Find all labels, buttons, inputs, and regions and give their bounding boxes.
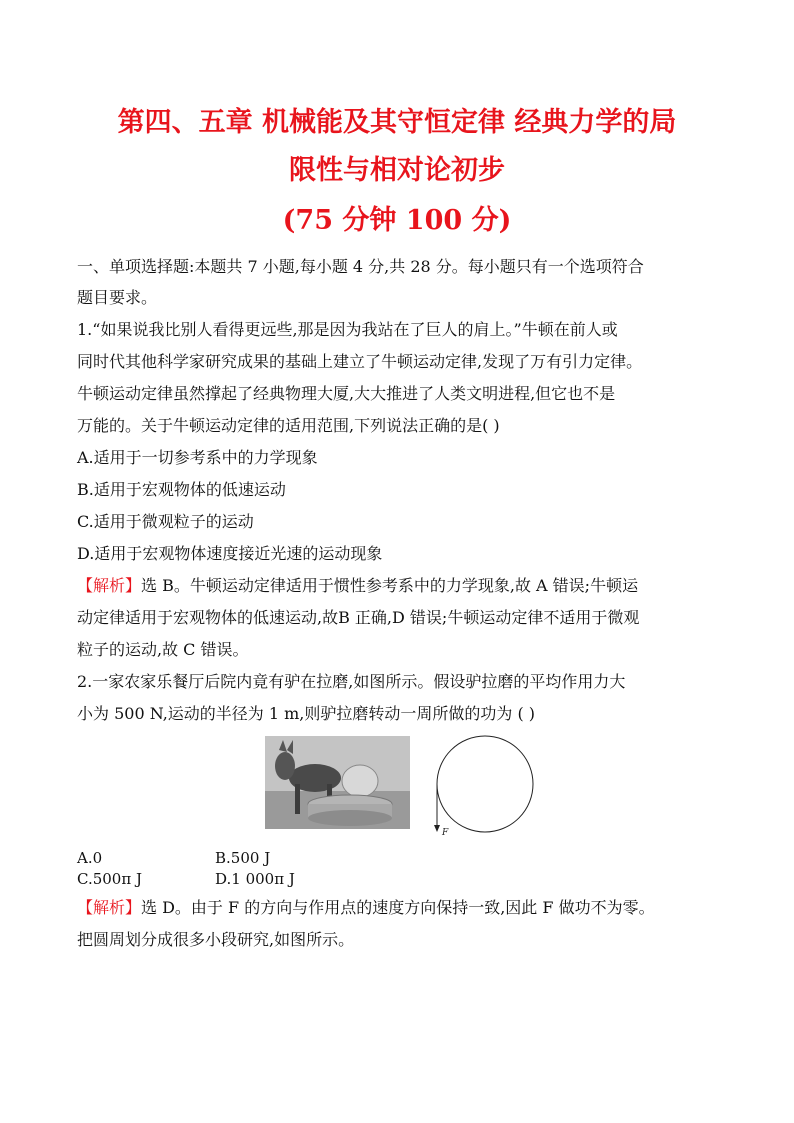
- q1-stem-line2: 同时代其他科学家研究成果的基础上建立了牛顿运动定律,发现了万有引力定律。: [77, 352, 643, 371]
- chapter-title-line1: 第四、五章 机械能及其守恒定律 经典力学的局: [117, 107, 677, 138]
- q1-option-c: C.适用于微观粒子的运动: [77, 512, 254, 531]
- q1-analysis-line2: 动定律适用于宏观物体的低速运动,故B 正确,D 错误;牛顿运动定律不适用于微观: [77, 608, 640, 627]
- q2-option-c: C.500π J: [77, 870, 142, 888]
- q1-stem-line4: 万能的。关于牛顿运动定律的适用范围,下列说法正确的是( ): [77, 416, 500, 435]
- q2-option-a: A.0: [77, 849, 103, 867]
- q1-option-d: D.适用于宏观物体速度接近光速的运动现象: [77, 544, 383, 563]
- q2-stem-line1: 2.一家农家乐餐厅后院内竟有驴在拉磨,如图所示。假设驴拉磨的平均作用力大: [77, 672, 626, 691]
- circle-force-diagram: [425, 732, 535, 842]
- chapter-title-line2: 限性与相对论初步: [289, 155, 505, 186]
- donkey-mill-photo: [265, 736, 410, 829]
- chapter-time-score: (75 分钟 100 分): [282, 205, 512, 236]
- q1-analysis-text: 选 B。牛顿运动定律适用于惯性参考系中的力学现象,故 A 错误;牛顿运: [141, 576, 639, 595]
- q1-analysis-line1: [77, 576, 727, 596]
- section-heading-line1: 一、单项选择题:本题共 7 小题,每小题 4 分,共 28 分。每小题只有一个选项符合: [77, 257, 644, 276]
- section-heading-line2: 题目要求。: [77, 288, 158, 307]
- q2-option-d: D.1 000π J: [215, 870, 295, 888]
- circular-path: [437, 736, 533, 832]
- analysis-tag: 【解析】: [77, 576, 142, 595]
- q2-analysis-line1: [77, 898, 727, 918]
- force-label: F: [442, 828, 449, 838]
- analysis-tag: 【解析】: [77, 898, 142, 917]
- q1-analysis-line3: 粒子的运动,故 C 错误。: [77, 640, 249, 659]
- q1-stem-line1: 1.“如果说我比别人看得更远些,那是因为我站在了巨人的肩上。”牛顿在前人或: [77, 320, 618, 339]
- q2-analysis-text: 选 D。由于 F 的方向与作用点的速度方向保持一致,因此 F 做功不为零。: [141, 898, 655, 917]
- q2-analysis-line2: 把圆周划分成很多小段研究,如图所示。: [77, 930, 355, 949]
- q2-option-b: B.500 J: [215, 849, 271, 867]
- q2-stem-line2: 小为 500 N,运动的半径为 1 m,则驴拉磨转动一周所做的功为 ( ): [77, 704, 536, 723]
- donkey-mill-drawing: [265, 736, 410, 829]
- q1-stem-line3: 牛顿运动定律虽然撑起了经典物理大厦,大大推进了人类文明进程,但它也不是: [77, 384, 616, 403]
- q1-option-b: B.适用于宏观物体的低速运动: [77, 480, 286, 499]
- q1-option-a: A.适用于一切参考系中的力学现象: [77, 448, 318, 467]
- force-arrow-head: [434, 825, 440, 832]
